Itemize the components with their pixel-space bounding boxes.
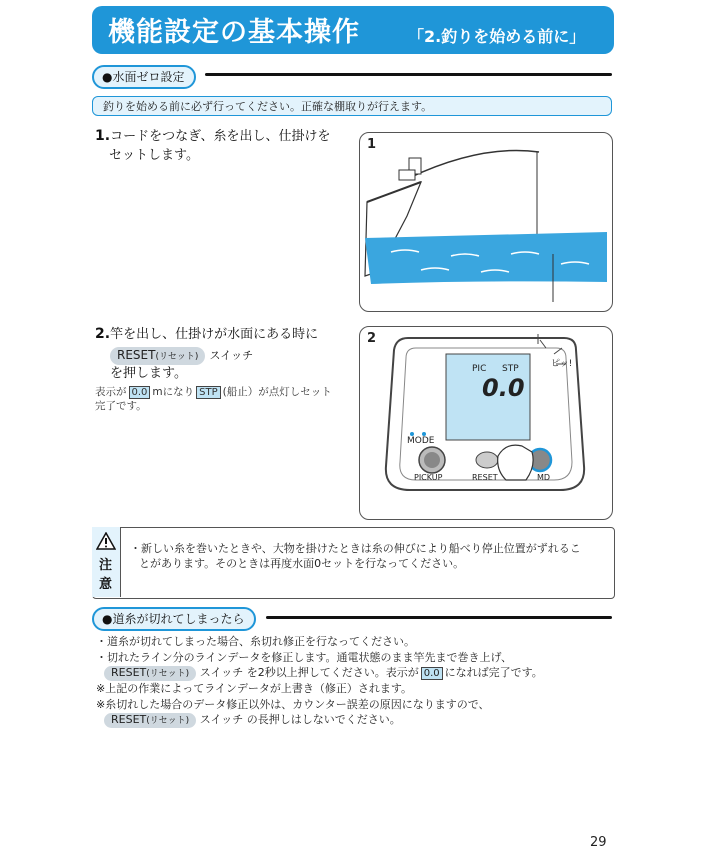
step2-line1: 竿を出し、仕掛けが水面にある時に xyxy=(110,327,319,342)
reset-badge-3 xyxy=(104,713,196,728)
reset-badge-3-label: RESET xyxy=(111,713,147,726)
lcd-stp-label: STP xyxy=(502,364,519,374)
step2-reset-line xyxy=(110,346,253,365)
step2-number: 2. xyxy=(95,326,111,342)
md-label: MD xyxy=(537,473,551,482)
list-line-5: ※糸切れした場合のデータ修正以外は、カウンター誤差の原因になりますので、 xyxy=(96,698,490,711)
step1-line2: セットします。 xyxy=(109,148,199,163)
section-rule xyxy=(205,73,612,76)
caution-char-2: 意 xyxy=(99,577,113,592)
warning-icon xyxy=(96,532,116,550)
caution-text xyxy=(130,541,581,571)
pickup-label: PICKUP xyxy=(414,473,443,482)
reset-badge-3-sub: (リセット) xyxy=(146,716,190,726)
lcd-pic-label: PIC xyxy=(472,364,487,374)
caution-line1: ・新しい糸を巻いたときや、大物を掛けたときは糸の伸びにより船べり停止位置がずれるこ xyxy=(130,542,581,555)
reset-badge-label: RESET xyxy=(117,348,156,362)
list-line-1: ・道糸が切れてしまった場合、糸切れ修正を行なってください。 xyxy=(96,635,415,648)
figure-1-label: 1 xyxy=(367,137,377,152)
list-line-3b: になれば完了です。 xyxy=(444,666,543,679)
reset-badge-2-sub: (リセット) xyxy=(146,669,190,679)
caution-char-1: 注 xyxy=(99,558,113,573)
beep-label: ピッ! xyxy=(551,359,573,369)
reset-badge-sub: (リセット) xyxy=(155,352,199,362)
list-line-3 xyxy=(104,665,543,681)
reset-badge-2-label: RESET xyxy=(111,666,147,679)
reset-label: RESET xyxy=(472,473,498,482)
section-heading-line-break: ●道糸が切れてしまったら xyxy=(92,607,256,631)
list-line-6-text: スイッチ の長押しはしないでください。 xyxy=(199,713,401,726)
stp-indicator-inline: STP xyxy=(196,386,221,399)
caution-line2: とがあります。そのときは再度水面0セットを行なってください。 xyxy=(139,557,465,570)
lcd-value-inline-2: 0.0 xyxy=(421,667,443,680)
reset-badge-2 xyxy=(104,666,196,681)
boat-fishing-illustration xyxy=(361,134,609,308)
page-title: 機能設定の基本操作 xyxy=(108,17,360,48)
step2-subtext xyxy=(95,385,332,413)
list-line-4: ※上記の作業によってラインデータが上書き（修正）されます。 xyxy=(96,682,413,695)
list-line-2: ・切れたライン分のラインデータを修正します。通電状態のまま竿先まで巻き上げ、 xyxy=(96,651,513,664)
list-line-6 xyxy=(104,712,401,728)
reset-badge xyxy=(110,347,205,365)
lcd-reading: 0.0 xyxy=(482,374,525,402)
step1-line1: コードをつなぎ、糸を出し、仕掛けを xyxy=(110,129,331,144)
page-subtitle: 「2.釣りを始める前に」 xyxy=(408,27,586,46)
section-rule-2 xyxy=(266,616,612,619)
subtext-c: (船止）が点灯しセット xyxy=(222,386,332,398)
switch-word: スイッチ xyxy=(209,349,254,362)
step2-text xyxy=(95,325,318,344)
step1-text xyxy=(95,127,331,165)
subtext-d: 完了です。 xyxy=(95,400,147,412)
list-line-3a: スイッチ を2秒以上押してください。表示が xyxy=(199,666,419,679)
page-number: 29 xyxy=(590,835,607,850)
subtext-a: 表示が xyxy=(95,386,127,398)
subtext-b: mになり xyxy=(152,386,195,398)
section-heading-water-zero: ●水面ゼロ設定 xyxy=(92,65,196,89)
step1-number: 1. xyxy=(95,128,111,144)
figure-2-label: 2 xyxy=(367,331,377,346)
step2-line3: を押します。 xyxy=(110,366,187,381)
info-box: 釣りを始める前に必ず行ってください。正確な棚取りが行えます。 xyxy=(92,96,612,116)
lcd-value-inline: 0.0 xyxy=(129,386,151,399)
mode-label: MODE xyxy=(407,436,435,446)
